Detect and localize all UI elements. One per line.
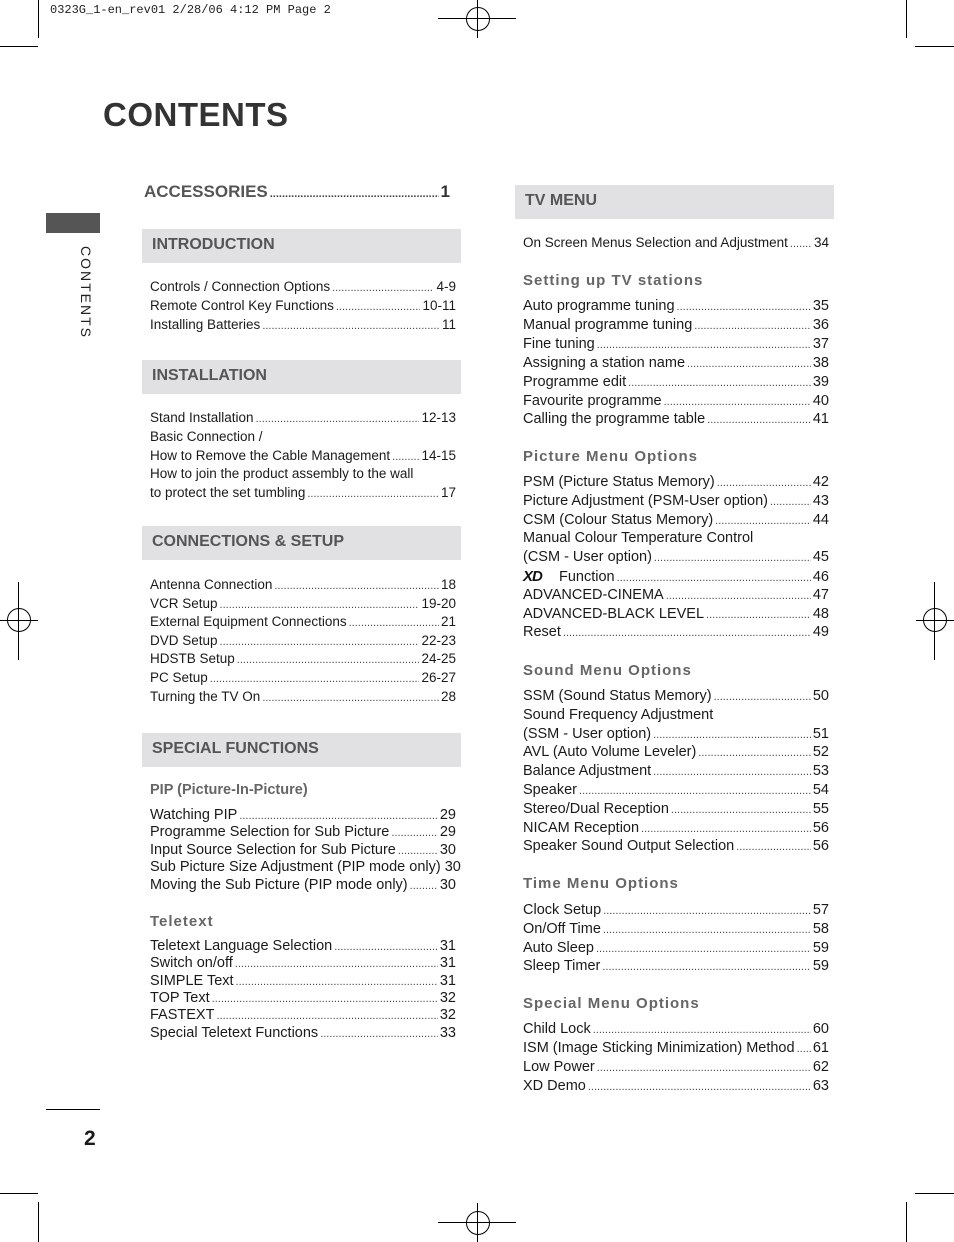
toc-entry-title: Assigning a station name [523,354,686,371]
dot-leader [262,689,439,704]
toc-entry[interactable] [150,955,456,971]
subsection-sound: Sound Menu Options [523,662,692,679]
toc-entry-page: 49 [812,624,829,641]
toc-entry-accessories[interactable] [144,182,450,202]
dot-leader [274,577,439,592]
dot-leader [593,1021,811,1037]
toc-entry-title: XD Demo [523,1078,586,1094]
toc-entry-page: 54 [812,782,829,798]
toc-entry[interactable] [523,549,829,565]
toc-entry-page: 56 [812,819,829,836]
registration-line [477,1203,478,1242]
toc-entry[interactable] [523,355,829,371]
dot-leader [212,990,438,1006]
toc-entry[interactable] [523,707,829,723]
toc-entry-page: 61 [812,1040,829,1056]
toc-entry-page: 47 [812,586,829,603]
dot-leader [617,569,811,585]
toc-entry-page: 53 [812,763,829,780]
side-tab [46,213,100,233]
toc-entry-page: 41 [812,411,829,428]
toc-entry[interactable] [523,940,829,956]
dot-leader [714,688,811,704]
section-special-functions [142,733,461,767]
dot-leader [256,410,420,425]
section-installation [142,360,461,394]
toc-entry[interactable] [523,298,829,314]
toc-entry-page: 24-25 [421,651,456,667]
dot-leader [398,842,438,858]
dot-leader [653,726,811,742]
toc-entry-title: Picture Adjustment (PSM-User option) [523,492,768,509]
toc-entry[interactable] [523,606,829,622]
toc-entry-page: 18 [440,577,456,592]
toc-entry-page: 59 [812,939,829,956]
toc-entry-page: 57 [812,902,829,918]
toc-entry[interactable] [150,485,456,500]
dot-leader [410,877,438,893]
toc-entry-title: Moving the Sub Picture (PIP mode only) [150,876,408,893]
crop-mark [906,1202,907,1242]
dot-leader [579,782,811,798]
section-heading: SPECIAL FUNCTIONS [152,740,319,757]
dot-leader [715,512,811,528]
dot-leader [210,670,420,685]
toc-entry[interactable] [523,393,829,409]
toc-entry-title: FASTEXT [150,1007,215,1024]
toc-entry-page: 17 [440,485,456,501]
toc-entry-page: 45 [812,549,829,566]
toc-entry-title: Favourite programme [523,392,662,409]
toc-entry[interactable] [150,448,456,463]
toc-entry-page: 14-15 [421,447,456,463]
toc-entry-title: Stereo/Dual Reception [523,800,669,817]
toc-entry-page: 10-11 [422,298,456,313]
crop-mark [915,46,954,47]
registration-line [934,582,935,660]
toc-entry-title: Input Source Selection for Sub Picture [150,841,396,858]
section-heading: INSTALLATION [152,367,267,384]
toc-entry-title: (SSM - User option) [523,725,652,742]
toc-entry-page: 62 [812,1059,829,1075]
dot-leader [603,921,811,937]
dot-leader [653,763,811,779]
registration-line [18,582,19,660]
page-title: CONTENTS [103,96,289,133]
toc-entry[interactable] [150,1007,456,1023]
toc-entry-page: 43 [812,492,829,509]
toc-entry-page: 26-27 [421,670,456,685]
dot-leader [664,393,811,409]
toc-entry-page: 31 [439,938,456,954]
dot-leader [270,182,439,202]
toc-entry[interactable] [150,938,456,954]
toc-entry[interactable] [523,820,829,836]
toc-entry-page: 35 [812,298,829,314]
registration-mark-icon [466,7,490,31]
dot-leader [736,838,811,854]
toc-entry-title: SIMPLE Text [150,972,234,989]
toc-entry-page: 29 [439,824,456,841]
dot-leader [237,651,420,666]
toc-entry-title: Function [559,569,615,585]
toc-entry-title: Fine tuning [523,335,595,352]
toc-entry-title: HDSTB Setup [150,651,235,667]
toc-entry-title: VCR Setup [150,595,218,611]
toc-entry-title: Manual Colour Temperature Control [523,530,754,547]
toc-entry[interactable] [523,568,829,585]
toc-entry-page: 19-20 [421,595,456,611]
xd-logo-icon: XD [523,568,542,585]
toc-entry-title: NICAM Reception [523,819,640,836]
toc-entry-title: ACCESSORIES [144,182,268,201]
dot-leader [349,614,439,629]
dot-leader [563,624,811,640]
toc-entry[interactable] [150,651,456,666]
dot-leader [334,938,438,954]
toc-entry[interactable] [150,317,456,332]
page-number: 2 [84,1127,96,1150]
toc-entry-title: Speaker Sound Output Selection [523,838,735,855]
crop-mark [38,1202,39,1242]
toc-entry-title: Sound Frequency Adjustment [523,706,714,723]
dot-leader [698,744,811,760]
toc-entry-page: 34 [813,235,829,250]
toc-entry[interactable] [523,921,829,937]
toc-entry-page: 42 [812,474,829,490]
toc-entry[interactable] [150,279,456,294]
toc-entry-page: 30 [439,841,456,858]
toc-entry[interactable] [523,801,829,817]
dot-leader [236,973,438,989]
toc-entry-title: Programme edit [523,373,627,390]
toc-entry-page: 33 [439,1024,456,1041]
toc-entry-page: 56 [812,838,829,855]
toc-entry-title: PC Setup [150,670,208,685]
toc-entry-title: Switch on/off [150,955,233,972]
crop-mark [38,0,39,38]
toc-entry[interactable] [150,633,456,648]
toc-entry[interactable] [150,807,456,823]
toc-entry-page: 36 [812,316,829,333]
toc-entry-title: CSM (Colour Status Memory) [523,511,714,528]
toc-entry-title: Remote Control Key Functions [150,298,334,313]
toc-entry[interactable] [523,782,829,798]
toc-entry-title: On/Off Time [523,920,601,937]
toc-entry-page: 40 [812,392,829,409]
toc-entry-page: 30 [439,876,456,893]
toc-entry[interactable] [150,466,456,481]
toc-entry[interactable] [150,670,456,685]
crop-mark [906,0,907,38]
toc-entry-page: 28 [440,688,456,704]
subsection-picture: Picture Menu Options [523,448,699,465]
toc-entry-title: Auto Sleep [523,939,594,956]
crop-mark [0,46,38,47]
toc-entry[interactable] [150,410,456,425]
page-number-rule [46,1109,100,1110]
dot-leader [239,807,438,823]
toc-entry[interactable] [150,973,456,989]
dot-leader [392,448,419,463]
toc-entry[interactable] [523,624,829,640]
toc-entry[interactable] [150,859,461,876]
toc-entry-title: DVD Setup [150,632,218,648]
dot-leader [790,235,812,250]
dot-leader [220,633,420,648]
toc-entry-title: Sub Picture Size Adjustment (PIP mode only) [150,859,441,876]
toc-entry[interactable] [523,587,829,603]
toc-entry[interactable] [523,411,829,427]
dot-leader [262,317,440,332]
toc-entry-title: Reset [523,624,561,641]
toc-entry[interactable] [523,1059,829,1075]
dot-leader [336,298,421,313]
toc-entry[interactable] [150,689,456,704]
toc-entry-page: 4-9 [436,279,456,294]
toc-entry-page: 46 [812,569,829,585]
toc-entry-title: Low Power [523,1059,595,1075]
toc-entry-page: 44 [812,511,829,528]
section-heading: CONNECTIONS & SETUP [152,533,345,550]
toc-entry[interactable] [523,902,829,918]
dot-leader [666,587,811,603]
toc-entry[interactable] [150,842,456,858]
dot-leader [596,940,811,956]
toc-entry[interactable] [523,474,829,490]
toc-entry-title: Calling the programme table [523,411,706,428]
toc-entry[interactable] [523,726,829,742]
toc-entry-page: 32 [439,989,456,1006]
toc-entry[interactable] [523,958,829,974]
toc-entry-title: ADVANCED-BLACK LEVEL [523,605,705,622]
toc-entry-title: Controls / Connection Options [150,279,331,294]
dot-leader [687,355,811,371]
dot-leader [694,317,811,333]
toc-entry[interactable] [150,877,456,893]
section-connections-setup [142,526,461,560]
toc-entry-page: 50 [812,688,829,704]
toc-entry-page: 51 [812,725,829,742]
print-header: 0323G_1-en_rev01 2/28/06 4:12 PM Page 2 [50,3,331,17]
toc-entry-title: Turning the TV On [150,688,261,704]
toc-entry-title: Sleep Timer [523,958,601,975]
toc-entry[interactable] [523,838,829,854]
dot-leader [797,1040,811,1056]
registration-mark-icon [466,1211,490,1235]
toc-entry-page: 31 [439,955,456,972]
dot-leader [216,1007,437,1023]
toc-entry-title: to protect the set tumbling [150,485,306,501]
toc-entry[interactable] [523,1021,829,1037]
toc-entry-title: ISM (Image Sticking Minimization) Method [523,1040,795,1056]
toc-entry-page: 39 [812,373,829,390]
toc-entry-title: Manual programme tuning [523,316,693,333]
toc-entry-title: Speaker [523,782,578,798]
toc-entry-title: PSM (Picture Status Memory) [523,474,715,490]
toc-entry-page: 11 [441,317,456,332]
toc-entry[interactable] [150,298,456,313]
toc-entry[interactable] [523,763,829,779]
toc-entry-title: External Equipment Connections [150,614,347,630]
toc-entry-title: (CSM - User option) [523,549,652,566]
toc-entry[interactable] [150,429,456,444]
crop-mark [0,1193,38,1194]
toc-entry[interactable] [150,824,456,840]
toc-entry-title: Teletext Language Selection [150,938,333,954]
toc-entry-title: How to join the product assembly to the wall [150,466,414,482]
dot-leader [717,474,811,490]
dot-leader [220,596,420,611]
toc-entry-page: 60 [812,1021,829,1037]
dot-leader [628,374,811,390]
dot-leader [588,1078,811,1094]
toc-entry-title: Programme Selection for Sub Picture [150,824,390,841]
toc-entry-page: 48 [812,605,829,622]
toc-entry[interactable] [523,336,829,352]
toc-entry[interactable] [523,317,829,333]
toc-entry-title: How to Remove the Cable Management [150,447,391,463]
dot-leader [677,298,811,314]
dot-leader [597,1059,811,1075]
toc-entry-page: 55 [812,800,829,817]
toc-entry-title: Auto programme tuning [523,298,675,314]
subsection-teletext: Teletext [150,913,214,930]
toc-entry-page: 1 [440,182,450,201]
toc-entry[interactable] [150,990,456,1006]
dot-leader [602,958,810,974]
dot-leader [235,955,438,971]
toc-entry[interactable] [523,374,829,390]
toc-entry[interactable] [523,235,829,250]
toc-entry[interactable] [523,1078,829,1094]
subsection-pip: PIP (Picture-In-Picture) [150,782,308,798]
toc-entry[interactable] [150,614,456,629]
toc-entry[interactable] [523,1040,829,1056]
toc-entry[interactable] [523,512,829,528]
toc-entry-title: Stand Installation [150,410,254,425]
dot-leader [641,820,811,836]
subsection-special-menu: Special Menu Options [523,995,700,1012]
toc-entry[interactable] [150,596,456,611]
toc-entry[interactable] [523,688,829,704]
section-tv-menu [515,185,834,219]
crop-mark [915,1193,954,1194]
toc-entry-page: 21 [440,614,456,630]
toc-entry[interactable] [523,744,829,760]
toc-entry-page: 29 [439,807,456,823]
toc-entry-title: Basic Connection / [150,428,263,444]
toc-entry-title: Antenna Connection [150,577,273,592]
registration-line [916,620,954,621]
dot-leader [706,606,811,622]
toc-entry-page: 59 [812,958,829,975]
side-label: CONTENTS [78,246,94,339]
toc-entry-title: SSM (Sound Status Memory) [523,688,712,704]
toc-entry-page: 37 [812,335,829,352]
dot-leader [307,485,439,500]
toc-entry-page: 52 [812,744,829,761]
dot-leader [654,549,811,565]
toc-entry-title: Balance Adjustment [523,763,652,780]
toc-entry-page: 63 [812,1078,829,1094]
dot-leader [320,1025,438,1041]
toc-entry-title: On Screen Menus Selection and Adjustment [523,235,788,250]
toc-entry[interactable] [150,1025,456,1041]
toc-entry[interactable] [150,577,456,592]
dot-leader [391,824,438,840]
toc-entry-title: ADVANCED-CINEMA [523,586,664,603]
toc-entry-page: 32 [439,1007,456,1024]
toc-entry-title: Special Teletext Functions [150,1024,319,1041]
toc-entry-title: Watching PIP [150,807,238,823]
toc-entry-title: Child Lock [523,1021,591,1037]
toc-entry-title: Installing Batteries [150,317,261,332]
section-heading: INTRODUCTION [152,236,275,253]
toc-entry-page: 58 [812,920,829,937]
toc-entry-title: Clock Setup [523,902,602,918]
registration-line [0,620,38,621]
toc-entry-page: 12-13 [421,410,456,425]
dot-leader [597,336,811,352]
toc-entry[interactable] [523,493,829,509]
section-introduction [142,229,461,263]
toc-entry-title: TOP Text [150,989,210,1006]
registration-line [477,0,478,38]
dot-leader [671,801,811,817]
toc-entry-page: 22-23 [421,632,456,648]
dot-leader [770,493,811,509]
subsection-setting: Setting up TV stations [523,272,704,289]
toc-entry-title: AVL (Auto Volume Leveler) [523,744,697,761]
toc-entry-page: 30 [444,859,461,876]
toc-entry[interactable] [523,530,829,546]
section-heading: TV MENU [525,192,597,209]
toc-entry-page: 38 [812,354,829,371]
dot-leader [603,902,811,918]
dot-leader [332,279,434,294]
toc-entry-page: 31 [439,972,456,989]
subsection-time: Time Menu Options [523,875,679,892]
dot-leader [707,411,811,427]
